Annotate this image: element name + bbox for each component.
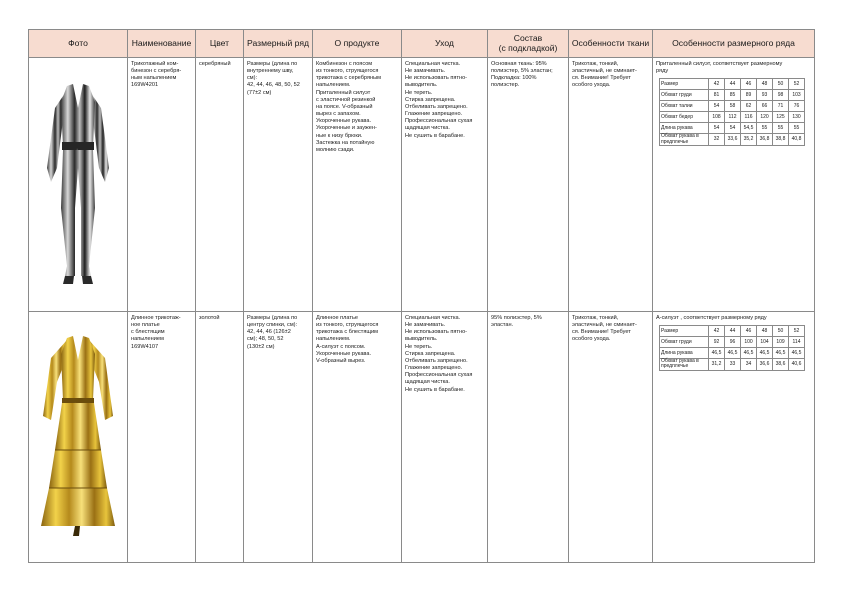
header-fabric: Особенности ткани [569, 30, 653, 58]
measure-label: Обхват талии [660, 101, 709, 112]
product-fabric: Трикотаж, тонкий, эластичный, не сминает- ся. Внимание! Требует особого ухода. [569, 58, 653, 312]
size-table [659, 78, 805, 146]
product-care: Специальная чистка. Не замачивать. Не использовать пятно- выводитель. Не тереть. Стирка запрещена. Отбеливать запрещено. Глажение запрещено. Профессиональная сухая щадящая чистка. Не сушить в барабане. [402, 58, 488, 312]
measure-value: 33,6 [725, 134, 741, 146]
product-about: Длинное платье из тонкого, струящегося трикотажа с блестящим напылением. А-силуэт с поясом. Укороченные рукава. V-образный вырез. [313, 312, 402, 563]
product-composition: 95% полиэстер, 5% эластан. [488, 312, 569, 563]
size-table-row [660, 90, 805, 101]
header-size-features: Особенности размерного ряда [653, 30, 815, 58]
measure-value: 55 [773, 123, 789, 134]
photo-cell [29, 58, 128, 312]
size-value: 50 [773, 79, 789, 90]
measure-value: 103 [789, 90, 805, 101]
size-value: 52 [789, 79, 805, 90]
measure-value: 109 [773, 337, 789, 348]
size-label: Размер [660, 326, 709, 337]
measure-value: 33 [725, 359, 741, 371]
measure-value: 71 [773, 101, 789, 112]
measure-value: 120 [757, 112, 773, 123]
measure-value: 40,8 [789, 134, 805, 146]
measure-value: 54,5 [741, 123, 757, 134]
photo-cell [29, 312, 128, 563]
measure-value: 108 [709, 112, 725, 123]
measure-value: 130 [789, 112, 805, 123]
measure-label: Обхват бедер [660, 112, 709, 123]
measure-value: 46,5 [709, 348, 725, 359]
measure-value: 54 [709, 123, 725, 134]
header-photo: Фото [29, 30, 128, 58]
measure-value: 93 [757, 90, 773, 101]
size-value: 46 [741, 79, 757, 90]
size-features-cell [653, 312, 815, 563]
measure-value: 35,2 [741, 134, 757, 146]
measure-value: 46,5 [757, 348, 773, 359]
measure-value: 46,5 [741, 348, 757, 359]
header-composition: Состав (с подкладкой) [488, 30, 569, 58]
product-row [29, 312, 815, 563]
product-table [28, 29, 815, 563]
measure-value: 85 [725, 90, 741, 101]
header-care: Уход [402, 30, 488, 58]
product-fabric: Трикотаж, тонкий, эластичный, не сминает- ся. Внимание! Требует особого ухода. [569, 312, 653, 563]
size-value: 44 [725, 326, 741, 337]
measure-value: 89 [741, 90, 757, 101]
measure-value: 62 [741, 101, 757, 112]
measure-label: Обхват груди [660, 337, 709, 348]
size-table-row [660, 337, 805, 348]
measure-value: 104 [757, 337, 773, 348]
size-value: 44 [725, 79, 741, 90]
measure-value: 46,5 [725, 348, 741, 359]
size-table-row [660, 101, 805, 112]
product-composition: Основная ткань: 95% полиэстер, 5% эластан; Подкладка: 100% полиэстер. [488, 58, 569, 312]
measure-value: 55 [789, 123, 805, 134]
measure-value: 46,5 [773, 348, 789, 359]
size-table-row [660, 112, 805, 123]
size-table-row [660, 326, 805, 337]
measure-label: Обхват рукава в предплечье [660, 134, 709, 146]
measure-value: 32 [709, 134, 725, 146]
size-features-title: А-силуэт , соответствует размерному ряду [656, 315, 767, 321]
measure-value: 38,8 [773, 134, 789, 146]
silver-jumpsuit-image [29, 58, 127, 305]
size-value: 52 [789, 326, 805, 337]
header-row [29, 30, 815, 58]
size-value: 48 [757, 326, 773, 337]
size-value: 46 [741, 326, 757, 337]
measure-value: 55 [757, 123, 773, 134]
measure-label: Длина рукава [660, 348, 709, 359]
product-care: Специальная чистка. Не замачивать. Не использовать пятно- выводитель. Не тереть. Стирка запрещена. Отбеливать запрещено. Глажение запрещено. Профессиональная сухая щадящая чистка. Не сушить в барабане. [402, 312, 488, 563]
size-table-row [660, 123, 805, 134]
measure-value: 46,5 [789, 348, 805, 359]
measure-label: Обхват груди [660, 90, 709, 101]
gold-dress-image [29, 312, 127, 556]
size-value: 42 [709, 326, 725, 337]
measure-value: 114 [789, 337, 805, 348]
measure-value: 38,6 [773, 359, 789, 371]
header-sizes: Размерный ряд [244, 30, 313, 58]
size-value: 50 [773, 326, 789, 337]
measure-label: Обхват рукава в предплечье [660, 359, 709, 371]
measure-label: Длина рукава [660, 123, 709, 134]
product-color: золотой [196, 312, 244, 563]
product-sizes: Размеры (длина по центру спинки, см): 42, 44, 46 (126±2 см); 48, 50, 52 (130±2 см) [244, 312, 313, 563]
size-table-row [660, 134, 805, 146]
measure-value: 54 [725, 123, 741, 134]
size-table-row [660, 79, 805, 90]
size-features-cell [653, 58, 815, 312]
measure-value: 36,8 [757, 134, 773, 146]
product-name: Длинное трикотаж- ное платье с блестящим напылением 169W4107 [128, 312, 196, 563]
size-value: 48 [757, 79, 773, 90]
size-features-title: Приталенный силуэт, соответствует размерному ряду [656, 61, 783, 75]
size-label: Размер [660, 79, 709, 90]
product-sizes: Размеры (длина по внутреннему шву, см): 42, 44, 46, 48, 50, 52 (77±2 см) [244, 58, 313, 312]
product-about: Комбинезон с поясом из тонкого, струящегося трикотажа с серебряным напылением. Приталенный силуэт с эластичной резинкой на поясе. V-образный вырез с запахом. Укороченные рукава. Укороченные и заужен- ные к низу брюки. Застежка на потайную молнию сзади. [313, 58, 402, 312]
product-row [29, 58, 815, 312]
header-color: Цвет [196, 30, 244, 58]
header-about: О продукте [313, 30, 402, 58]
product-name: Трикотажный ком- бинезон с серебря- ным напылением 169W4201 [128, 58, 196, 312]
measure-value: 92 [709, 337, 725, 348]
size-table [659, 325, 805, 371]
measure-value: 98 [773, 90, 789, 101]
measure-value: 54 [709, 101, 725, 112]
size-table-row [660, 359, 805, 371]
header-name: Наименование [128, 30, 196, 58]
measure-value: 112 [725, 112, 741, 123]
measure-value: 100 [741, 337, 757, 348]
product-color: серебряный [196, 58, 244, 312]
measure-value: 81 [709, 90, 725, 101]
product-sheet [28, 29, 814, 561]
size-value: 42 [709, 79, 725, 90]
size-table-row [660, 348, 805, 359]
measure-value: 58 [725, 101, 741, 112]
measure-value: 66 [757, 101, 773, 112]
measure-value: 40,6 [789, 359, 805, 371]
measure-value: 96 [725, 337, 741, 348]
measure-value: 34 [741, 359, 757, 371]
measure-value: 31,2 [709, 359, 725, 371]
measure-value: 116 [741, 112, 757, 123]
measure-value: 76 [789, 101, 805, 112]
measure-value: 36,6 [757, 359, 773, 371]
measure-value: 125 [773, 112, 789, 123]
